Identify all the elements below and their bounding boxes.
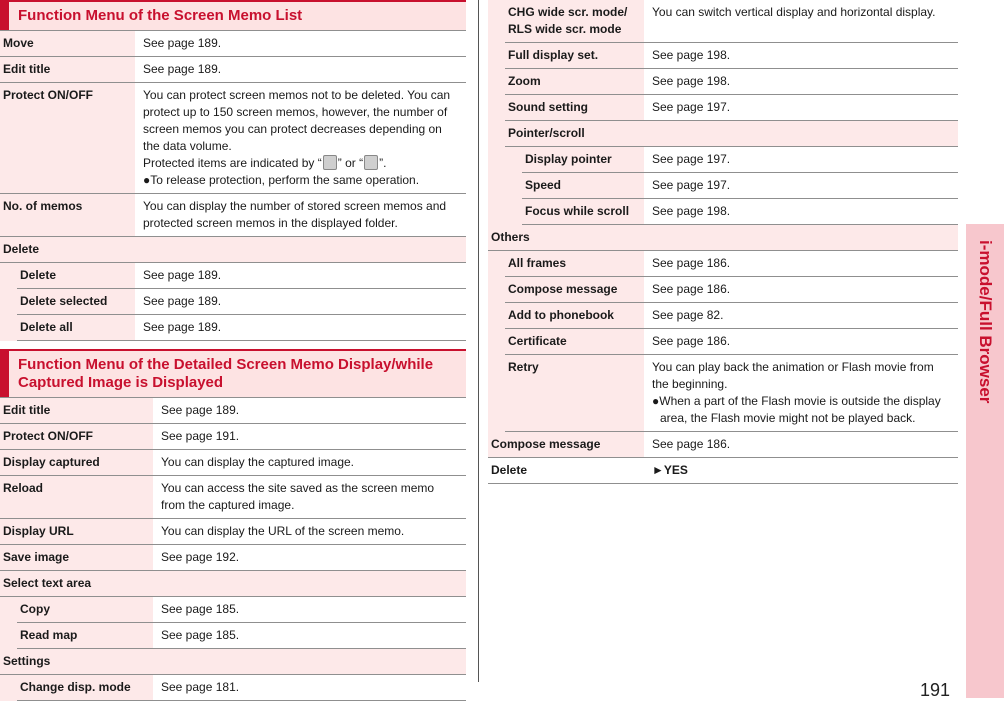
table-row (505, 69, 958, 95)
row-label: Speed (522, 173, 644, 198)
row-value: You can access the site saved as the screen memo from the captured image. (161, 480, 435, 512)
row-label: Sound setting (505, 95, 644, 120)
row-label: Full display set. (505, 43, 644, 68)
table-row (488, 458, 958, 484)
row-value: See page 198. (652, 204, 731, 218)
row-value: You can display the number of stored screen memos and protected screen memos in the displayed folder. (143, 199, 447, 231)
row-value: You can display the captured image. (161, 454, 355, 469)
table-row (0, 545, 466, 571)
row-value: See page 82. (652, 308, 724, 322)
protected-memo-alt-icon (364, 155, 378, 170)
table-row (505, 329, 958, 355)
sub-rows (17, 597, 466, 649)
table-row (522, 173, 958, 199)
protect-description: You can protect screen memos not to be deleted. You can protect up to 150 screen memos, however, the number of screen memos you can protect decreases depending on the data volume. (143, 88, 451, 154)
row-label: Move (0, 31, 135, 56)
table-row (0, 397, 466, 424)
row-label: Edit title (0, 398, 153, 423)
sub-group (0, 263, 466, 341)
table-row (17, 289, 466, 315)
row-label: Save image (0, 545, 153, 570)
table-row (0, 476, 466, 519)
row-value: See page 198. (652, 48, 731, 62)
table-row (505, 43, 958, 69)
bullet-note: ●To release protection, perform the same operation. (143, 173, 420, 188)
sub-group (505, 147, 958, 225)
row-label: Delete (17, 263, 135, 288)
row-label: Display URL (0, 519, 153, 544)
row-label: Protect ON/OFF (0, 424, 153, 449)
row-value: See page 185. (161, 601, 240, 616)
sub-group (0, 597, 466, 649)
table-row (505, 277, 958, 303)
table-row (0, 30, 466, 57)
table-row (522, 199, 958, 225)
sub-group (488, 251, 958, 432)
row-value: See page 191. (161, 428, 240, 443)
row-value: See page 186. (652, 334, 731, 348)
note-text: Protected items are indicated by “ (143, 156, 322, 171)
bullet-note: ●When a part of the Flash movie is outside the display area, the Flash movie might not be played back. (652, 394, 941, 425)
row-value: See page 198. (652, 74, 731, 88)
row-label: Copy (17, 597, 153, 622)
table-row (0, 194, 466, 237)
row-label: Compose message (505, 277, 644, 302)
table-row (505, 303, 958, 329)
row-value: See page 189. (143, 268, 222, 283)
table-row (488, 432, 958, 458)
indent (0, 597, 17, 649)
section-title: Function Menu of the Detailed Screen Memo Display/while Captured Image is Displayed (18, 356, 434, 391)
row-label: All frames (505, 251, 644, 276)
indent (505, 147, 522, 225)
table-row (0, 57, 466, 83)
section-header-screen-memo-list (0, 0, 466, 30)
protected-memo-icon (323, 155, 337, 170)
table-row-retry (505, 355, 958, 432)
row-value: See page 186. (652, 282, 731, 296)
table-row (17, 315, 466, 341)
group-header-settings: Settings (0, 649, 466, 675)
sub-rows (17, 263, 466, 341)
row-label: Compose message (488, 432, 644, 457)
table-row-protect (0, 83, 466, 194)
row-label: No. of memos (0, 194, 135, 236)
row-label: Protect ON/OFF (0, 83, 135, 193)
retry-description: You can play back the animation or Flash movie from the beginning. (652, 360, 934, 391)
note-text: ” or “ (337, 156, 364, 171)
table-row (17, 675, 466, 701)
section-marker (0, 351, 9, 397)
protect-indicator-note (143, 155, 460, 172)
row-label: Display pointer (522, 147, 644, 172)
row-value: See page 186. (652, 437, 731, 451)
row-value: See page 189. (143, 36, 222, 51)
indent (488, 251, 505, 432)
indent (488, 0, 505, 225)
row-label: Delete (488, 458, 644, 483)
row-value: See page 197. (652, 100, 731, 114)
sub-rows (505, 251, 958, 432)
row-label: Add to phonebook (505, 303, 644, 328)
row-value: ►YES (652, 463, 688, 477)
section-marker (0, 2, 9, 30)
row-value: See page 197. (652, 178, 731, 192)
column-divider (478, 0, 479, 682)
row-label: Focus while scroll (522, 199, 644, 224)
row-value: See page 186. (652, 256, 731, 270)
sub-rows (505, 0, 958, 225)
side-tab-label: i-mode/Full Browser (976, 240, 995, 404)
row-value: See page 189. (143, 294, 222, 309)
table-row (522, 147, 958, 173)
table-row (17, 263, 466, 289)
row-label: Change disp. mode (17, 675, 153, 700)
row-value: You can display the URL of the screen memo. (161, 523, 405, 538)
page-number: 191 (920, 680, 951, 700)
row-label: Edit title (0, 57, 135, 82)
row-value: See page 192. (161, 549, 240, 564)
right-column (488, 0, 958, 484)
sub-rows (17, 675, 466, 701)
section-title: Function Menu of the Screen Memo List (18, 7, 303, 24)
table-row (0, 424, 466, 450)
table-row (0, 519, 466, 545)
group-header-delete: Delete (0, 237, 466, 263)
row-value (644, 355, 958, 431)
settings-continued (488, 0, 958, 225)
sub-rows (522, 147, 958, 225)
group-header-select-text-area: Select text area (0, 571, 466, 597)
row-value (135, 83, 466, 193)
row-label: Delete selected (17, 289, 135, 314)
row-label: Reload (0, 476, 153, 518)
indent (0, 675, 17, 701)
indent (0, 263, 17, 341)
group-header-pointer-scroll: Pointer/scroll (505, 121, 958, 147)
spacer (0, 341, 466, 349)
row-label: Certificate (505, 329, 644, 354)
table-row (505, 95, 958, 121)
row-value: See page 189. (143, 320, 222, 335)
table-row (505, 251, 958, 277)
row-value: See page 181. (161, 679, 240, 694)
table-row (0, 450, 466, 476)
table-row (505, 0, 958, 43)
row-label: Retry (505, 355, 644, 431)
row-label: Zoom (505, 69, 644, 94)
row-label: Delete all (17, 315, 135, 340)
row-value: See page 197. (652, 152, 731, 166)
table-row (17, 623, 466, 649)
sub-group (0, 675, 466, 701)
row-value: You can switch vertical display and horizontal display. (652, 5, 936, 19)
row-label: CHG wide scr. mode/ RLS wide scr. mode (505, 0, 644, 42)
note-text: ”. (379, 156, 387, 171)
group-header-others: Others (488, 225, 958, 251)
left-column (0, 0, 466, 701)
row-value: See page 185. (161, 627, 240, 642)
row-label: Read map (17, 623, 153, 648)
row-label: Display captured (0, 450, 153, 475)
section-header-detailed-display (0, 349, 466, 397)
table-row (17, 597, 466, 623)
row-value: See page 189. (161, 402, 240, 417)
row-value: See page 189. (143, 62, 222, 77)
